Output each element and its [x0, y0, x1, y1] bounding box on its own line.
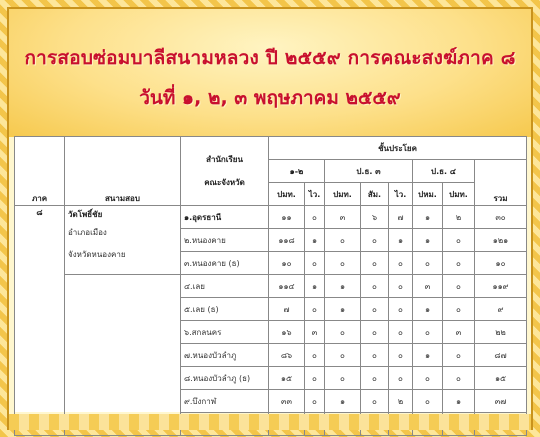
value-cell: ๑ [305, 229, 325, 252]
office-cell: ๔.เลย [181, 275, 269, 298]
venue-line: จังหวัดหนองคาย [68, 250, 126, 259]
office-cell: ๒.หนองคาย [181, 229, 269, 252]
header-office [181, 137, 269, 206]
value-cell: ๐ [361, 367, 389, 390]
value-cell: ๑ [305, 275, 325, 298]
row-total-cell: ๑๐ [475, 252, 527, 275]
value-cell: ๑ [413, 344, 443, 367]
office-cell: ๓.หนองคาย (ธ) [181, 252, 269, 275]
value-cell: ๐ [389, 321, 413, 344]
value-cell: ๐ [443, 298, 475, 321]
value-cell: ๒ [389, 390, 413, 413]
value-cell: ๐ [443, 344, 475, 367]
table-row [15, 206, 527, 229]
venue-cell [65, 206, 181, 275]
value-cell: ๑ [443, 390, 475, 413]
office-cell: ๘.หนองบัวลำภู (ธ) [181, 367, 269, 390]
value-cell: ๑๐ [269, 252, 305, 275]
value-cell: ๐ [443, 229, 475, 252]
value-cell: ๓ [443, 321, 475, 344]
value-cell: ๐ [389, 344, 413, 367]
header-group-1-2: ๑-๒ [269, 160, 325, 183]
value-cell: ๐ [361, 298, 389, 321]
value-cell: ๐ [389, 275, 413, 298]
header-region: ภาค [15, 137, 65, 206]
value-cell: ๐ [361, 275, 389, 298]
value-cell: ๐ [305, 206, 325, 229]
value-cell: ๐ [305, 298, 325, 321]
region-cell: ๘ [15, 206, 65, 436]
value-cell: ๓ [305, 321, 325, 344]
header-venue: สนามสอบ [65, 137, 181, 206]
row-total-cell: ๓๗ [475, 390, 527, 413]
value-cell: ๐ [361, 229, 389, 252]
header-banner [9, 9, 531, 137]
title-line-1: การสอบซ่อมบาลีสนามหลวง ปี ๒๕๕๙ การคณะสงฆ์ภาค ๘ [24, 47, 516, 69]
value-cell: ๐ [389, 252, 413, 275]
value-cell: ๑ [325, 390, 361, 413]
value-cell: ๗ [389, 206, 413, 229]
header-col: สัม. [361, 183, 389, 206]
venue-cell-empty [65, 275, 181, 436]
header-col: ปมท. [443, 183, 475, 206]
value-cell: ๐ [325, 252, 361, 275]
header-group-ps4: ป.ธ. ๔ [413, 160, 475, 183]
header-col: ไว. [389, 183, 413, 206]
office-cell: ๗.หนองบัวลำภู [181, 344, 269, 367]
value-cell: ๐ [413, 252, 443, 275]
results-table [14, 136, 527, 436]
footer-decoration [9, 414, 531, 430]
header-total: รวม [475, 160, 527, 206]
value-cell: ๐ [325, 321, 361, 344]
value-cell: ๐ [389, 367, 413, 390]
value-cell: ๐ [443, 367, 475, 390]
value-cell: ๑๖ [269, 321, 305, 344]
value-cell: ๐ [325, 229, 361, 252]
row-total-cell: ๑๒๑ [475, 229, 527, 252]
value-cell: ๐ [361, 344, 389, 367]
row-total-cell: ๑๑๙ [475, 275, 527, 298]
value-cell: ๐ [413, 390, 443, 413]
value-cell: ๑๑ [269, 206, 305, 229]
header-group-ps3: ป.ธ. ๓ [325, 160, 413, 183]
value-cell: ๑ [325, 298, 361, 321]
value-cell: ๓ [413, 275, 443, 298]
header-col: ปมท. [269, 183, 305, 206]
table-row [15, 275, 527, 298]
value-cell: ๐ [413, 367, 443, 390]
value-cell: ๐ [443, 275, 475, 298]
value-cell: ๒ [443, 206, 475, 229]
header-level-group: ชั้นประโยค [269, 137, 527, 160]
office-cell: ๑.อุดรธานี [181, 206, 269, 229]
value-cell: ๑ [413, 229, 443, 252]
value-cell: ๖ [361, 206, 389, 229]
value-cell: ๐ [361, 390, 389, 413]
value-cell: ๐ [305, 390, 325, 413]
value-cell: ๐ [389, 298, 413, 321]
value-cell: ๘๖ [269, 344, 305, 367]
row-total-cell: ๑๕ [475, 367, 527, 390]
row-total-cell: ๙ [475, 298, 527, 321]
value-cell: ๐ [361, 321, 389, 344]
value-cell: ๓ [325, 206, 361, 229]
value-cell: ๐ [305, 344, 325, 367]
office-cell: ๖.สกลนคร [181, 321, 269, 344]
value-cell: ๐ [325, 344, 361, 367]
header-col: ปหม. [413, 183, 443, 206]
value-cell: ๐ [443, 252, 475, 275]
header-col: ไว. [305, 183, 325, 206]
value-cell: ๗ [269, 298, 305, 321]
value-cell: ๑๕ [269, 367, 305, 390]
venue-line: วัดโพธิ์ชัย [68, 210, 103, 219]
value-cell: ๐ [413, 321, 443, 344]
value-cell: ๑๑๘ [269, 229, 305, 252]
row-total-cell: ๓๐ [475, 206, 527, 229]
value-cell: ๑ [413, 298, 443, 321]
value-cell: ๑ [389, 229, 413, 252]
office-cell: ๙.บึงกาฬ [181, 390, 269, 413]
row-total-cell: ๒๒ [475, 321, 527, 344]
value-cell: ๐ [305, 252, 325, 275]
value-cell: ๑๑๔ [269, 275, 305, 298]
venue-line: อำเภอเมือง [68, 228, 107, 237]
office-cell: ๕.เลย (ธ) [181, 298, 269, 321]
value-cell: ๑ [413, 206, 443, 229]
value-cell: ๓๓ [269, 390, 305, 413]
title-line-2: วันที่ ๑, ๒, ๓ พฤษภาคม ๒๕๕๙ [139, 87, 401, 109]
value-cell: ๑ [325, 275, 361, 298]
row-total-cell: ๘๗ [475, 344, 527, 367]
header-col: ปมท. [325, 183, 361, 206]
value-cell: ๐ [305, 367, 325, 390]
header-office-line1: สำนักเรียน [206, 155, 243, 164]
results-table-container [14, 136, 526, 412]
header-office-line2: คณะจังหวัด [204, 178, 245, 187]
value-cell: ๐ [361, 252, 389, 275]
value-cell: ๐ [325, 367, 361, 390]
